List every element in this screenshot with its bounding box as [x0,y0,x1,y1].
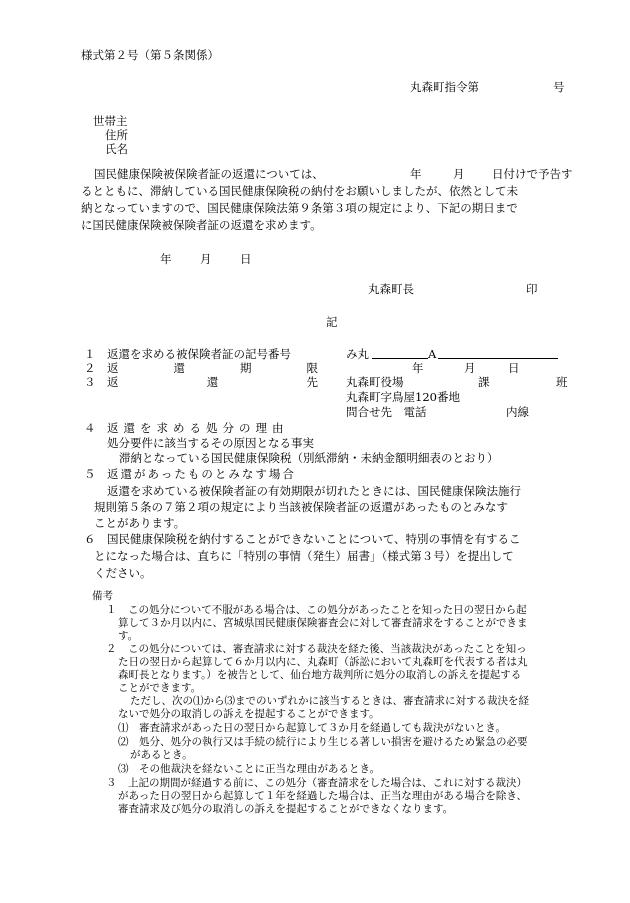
date-day: 日 [240,252,252,266]
item-5-line-2: 規則第５条の７第２項の規定により当該被保険者証の返還があったものとみなす [94,500,508,514]
item-2-year: 年 [412,361,424,375]
note-2-line-6: ないで処分の取消しの訴えを提起することができます。 [118,708,380,720]
item-3-address: 丸森町字鳥屋120番地 [346,390,460,404]
item-3-office: 丸森町役場 [346,375,404,389]
item-1-number-blank [438,347,558,362]
note-1-line-2: 算して３か月以内に、宮城県国民健康保険審査会に対して審査請求をすることができま [118,617,528,629]
item-1-symbol-letter: A [428,347,437,361]
note-2-sub-3: ⑶ その他裁決を経ないことに正当な理由があるとき。 [118,763,381,775]
note-2-sub-2a: ⑵ 処分、処分の執行又は手続の続行により生じる著しい損害を避けるため緊急の必要 [118,736,528,748]
note-2-sub-2b: があるとき。 [130,749,193,761]
item-6-line-3: ください。 [94,566,152,580]
form-number: 様式第２号（第５条関係） [81,48,219,62]
notes-title: 備考 [92,590,113,602]
note-2-line-3: 森町長となります。）を被告として、仙台地方裁判所に処分の取消しの訴えを提起する [118,669,522,681]
item-3-extension: 内線 [506,405,529,419]
name-label: 氏名 [105,142,128,156]
note-2-line-5: ただし、次の⑴から⑶までのいずれかに該当するときは、審査請求に対する裁決を経 [130,695,529,707]
item-1-symbol-prefix: み丸 [346,347,369,361]
note-2-line-1: この処分については、審査請求に対する裁決を経た後、当該裁決があったことを知っ [128,643,527,655]
item-3-section: 課 [478,375,490,389]
item-5-line-3: ことがあります。 [94,516,186,530]
issuer-title: 丸森町長 [368,282,414,296]
note-3-line-3: 審査請求及び処分の取消しの訴えを提起することができなくなります。 [118,803,454,815]
address-label: 住所 [105,128,128,142]
note-2-line-2: た日の翌日から起算して６か月以内に、丸森町（訴訟において丸森町を代表する者は丸 [118,656,528,668]
item-3-team: 班 [556,375,568,389]
household-head-label: 世帯主 [93,114,128,128]
note-3-line-2: があった日の翌日から起算して１年を経過した場合は、正当な理由がある場合を除き、 [118,790,527,802]
note-3-line-1: 上記の期間が経過する前に、この処分（審査請求をした場合は、これに対する裁決） [128,777,527,789]
item-2-month: 月 [464,361,476,375]
item-6-line-1: 国民健康保険税を納付することができないことについて、特別の事情を有するこ [107,532,521,546]
seal-mark: 印 [526,282,538,296]
item-4-detail: 滞納となっている国民健康保険税（別紙滞納・未納金額明細表のとおり） [119,451,499,465]
item-5-number: ５ [84,467,96,481]
note-2-number: ２ [106,643,117,655]
date-month: 月 [200,252,212,266]
intro-day-tail: 日付けで予告す [492,167,573,181]
note-2-line-4: ことができます。 [118,682,202,694]
note-1-number: １ [106,604,117,616]
note-1-line-1: この処分について不服がある場合は、この処分があったことを知った日の翌日から起 [128,604,527,616]
item-2-day: 日 [508,361,520,375]
document-number-prefix: 丸森町指令第 [410,80,479,94]
intro-line-3: 納となっていますので、国民健康保険法第９条第３項の規定により、下記の期日まで [81,201,518,215]
item-2-label: 返還期限 [107,361,318,375]
intro-line-4: に国民健康保険被保険者証の返還を求めます。 [81,218,322,232]
item-1-symbol-blank [372,347,428,362]
document-number-suffix: 号 [553,80,565,94]
note-1-line-3: す。 [118,630,139,642]
item-6-line-2: とになった場合は、直ちに「特別の事情（発生）届書」（様式第３号）を提出して [94,549,514,563]
date-year: 年 [160,252,172,266]
item-4-title: 返還を求める処分の理由 [107,421,289,435]
intro-line-2: るとともに、滞納している国民健康保険税の納付をお願いしましたが、依然として未 [81,184,518,198]
item-1-label: 返還を求める被保険者証の記号番号 [107,347,291,361]
item-5-title: 返還があったものとみなす場合 [107,467,296,481]
intro-month: 月 [453,167,465,181]
note-3-number: ３ [106,777,117,789]
item-3-contact: 問合せ先 電話 [346,405,427,419]
intro-line-1: 国民健康保険被保険者証の返還については、 [94,167,324,181]
ki-heading: 記 [326,315,338,329]
item-3-number: ３ [84,375,96,389]
item-4-number: ４ [84,421,96,435]
note-2-sub-1: ⑴ 審査請求があった日の翌日から起算して３か月を経過しても裁決がないとき。 [118,722,506,734]
item-6-number: ６ [84,532,96,546]
item-3-label: 返還先 [107,375,318,389]
item-5-line-1: 返還を求めている被保険者証の有効期限が切れたときには、国民健康保険法施行 [107,484,521,498]
item-2-number: ２ [84,361,96,375]
item-1-number: １ [84,347,96,361]
item-4-subtitle: 処分要件に該当するその原因となる事実 [107,436,314,450]
intro-year: 年 [410,167,422,181]
